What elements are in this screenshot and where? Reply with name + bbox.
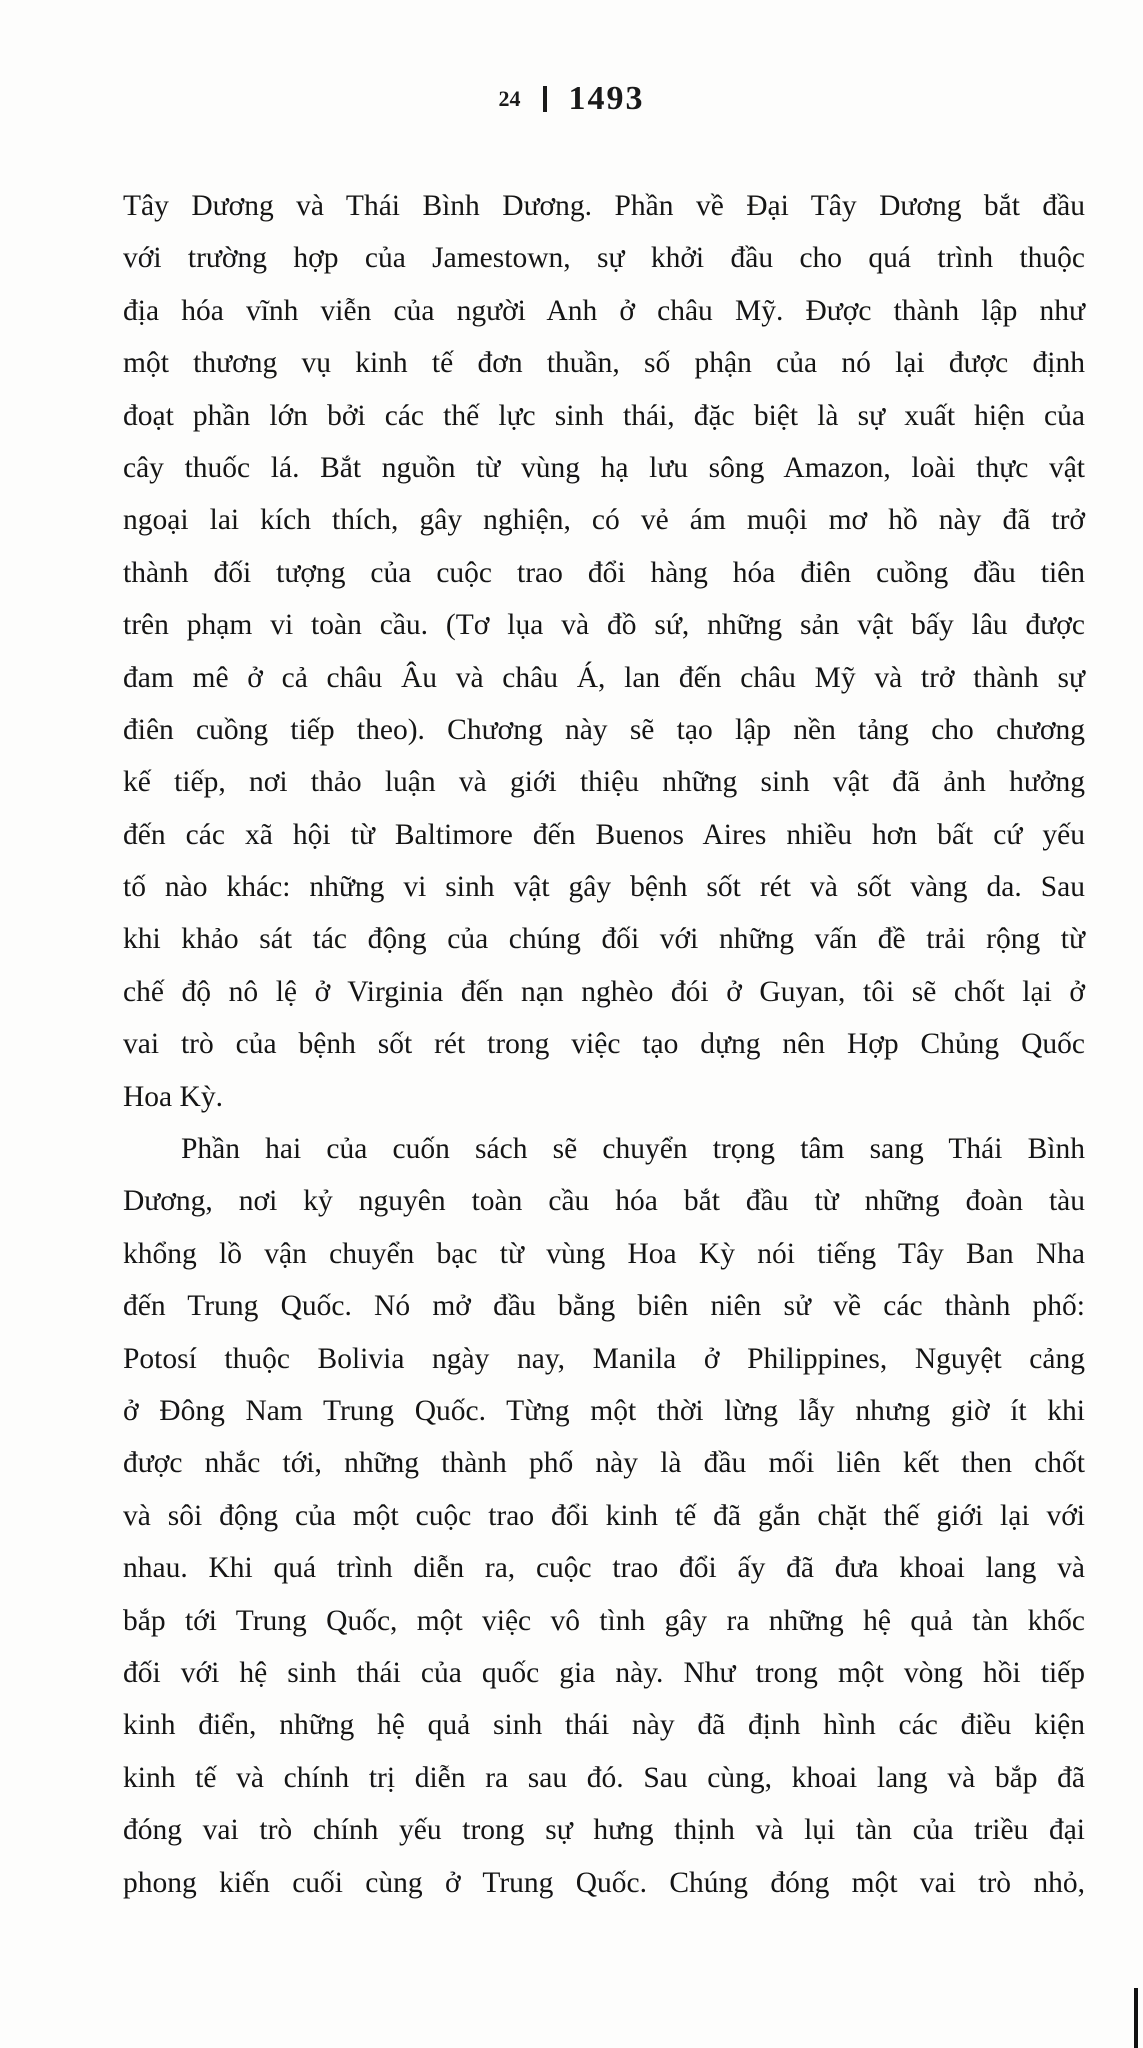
text-line: thành đối tượng của cuộc trao đổi hàng hóa điên cuồng đầu tiên: [123, 556, 1085, 589]
running-header: [0, 80, 1143, 118]
text-line: bắp tới Trung Quốc, một việc vô tình gây ra những hệ quả tàn khốc: [123, 1604, 1085, 1637]
text-line: tố nào khác: những vi sinh vật gây bệnh sốt rét và sốt vàng da. Sau: [123, 871, 1085, 904]
text-line: một thương vụ kinh tế đơn thuần, số phận của nó lại được định: [123, 347, 1085, 380]
text-line: ngoại lai kích thích, gây nghiện, có vẻ ám muội mơ hồ này đã trở: [123, 504, 1085, 537]
text-line: Hoa Kỳ.: [123, 1080, 223, 1113]
text-line: kinh điển, những hệ quả sinh thái này đã định hình các điều kiện: [123, 1709, 1085, 1742]
text-line: đóng vai trò chính yếu trong sự hưng thịnh và lụi tàn của triều đại: [123, 1814, 1085, 1847]
text-line: đam mê ở cả châu Âu và châu Á, lan đến châu Mỹ và trở thành sự: [123, 661, 1085, 694]
text-line: khổng lồ vận chuyển bạc từ vùng Hoa Kỳ nói tiếng Tây Ban Nha: [123, 1237, 1085, 1270]
text-line: đoạt phần lớn bởi các thế lực sinh thái, đặc biệt là sự xuất hiện của: [123, 399, 1085, 432]
text-line: kế tiếp, nơi thảo luận và giới thiệu những sinh vật đã ảnh hưởng: [123, 766, 1085, 799]
text-line: đến các xã hội từ Baltimore đến Buenos Aires nhiều hơn bất cứ yếu: [123, 818, 1085, 851]
text-line: trên phạm vi toàn cầu. (Tơ lụa và đồ sứ, những sản vật bấy lâu được: [123, 609, 1085, 642]
text-line: khi khảo sát tác động của chúng đối với những vấn đề trải rộng từ: [123, 923, 1085, 956]
text-line: Dương, nơi kỷ nguyên toàn cầu hóa bắt đầu từ những đoàn tàu: [123, 1185, 1085, 1218]
text-line: điên cuồng tiếp theo). Chương này sẽ tạo lập nền tảng cho chương: [123, 713, 1085, 746]
page-number: 24: [498, 86, 521, 111]
book-title: 1493: [568, 80, 645, 117]
header-separator: [543, 86, 547, 112]
text-line: với trường hợp của Jamestown, sự khởi đầu cho quá trình thuộc: [123, 242, 1085, 275]
text-line: Tây Dương và Thái Bình Dương. Phần về Đại Tây Dương bắt đầu: [123, 190, 1085, 222]
text-line: đến Trung Quốc. Nó mở đầu bằng biên niên sử về các thành phố:: [123, 1290, 1085, 1323]
text-line: chế độ nô lệ ở Virginia đến nạn nghèo đói ở Guyan, tôi sẽ chốt lại ở: [123, 975, 1085, 1008]
text-line: địa hóa vĩnh viễn của người Anh ở châu Mỹ. Được thành lập như: [123, 294, 1085, 327]
body-text: [123, 180, 1085, 1909]
text-line: được nhắc tới, những thành phố này là đầu mối liên kết then chốt: [123, 1447, 1085, 1480]
text-line: và sôi động của một cuộc trao đổi kinh tế đã gắn chặt thế giới lại với: [123, 1499, 1085, 1532]
text-line: vai trò của bệnh sốt rét trong việc tạo dựng nên Hợp Chủng Quốc: [123, 1028, 1085, 1061]
text-line: nhau. Khi quá trình diễn ra, cuộc trao đổi ấy đã đưa khoai lang và: [123, 1552, 1085, 1585]
text-line: phong kiến cuối cùng ở Trung Quốc. Chúng đóng một vai trò nhỏ,: [123, 1866, 1085, 1899]
page-edge-mark: [1134, 1988, 1138, 2048]
text-line: kinh tế và chính trị diễn ra sau đó. Sau cùng, khoai lang và bắp đã: [123, 1761, 1085, 1794]
text-line: đối với hệ sinh thái của quốc gia này. Như trong một vòng hồi tiếp: [123, 1656, 1085, 1689]
text-line: Phần hai của cuốn sách sẽ chuyển trọng tâm sang Thái Bình: [181, 1133, 1085, 1166]
text-line: Potosí thuộc Bolivia ngày nay, Manila ở Philippines, Nguyệt cảng: [123, 1342, 1085, 1375]
text-line: ở Đông Nam Trung Quốc. Từng một thời lừng lẫy nhưng giờ ít khi: [123, 1394, 1085, 1427]
text-line: cây thuốc lá. Bắt nguồn từ vùng hạ lưu sông Amazon, loài thực vật: [123, 451, 1085, 484]
